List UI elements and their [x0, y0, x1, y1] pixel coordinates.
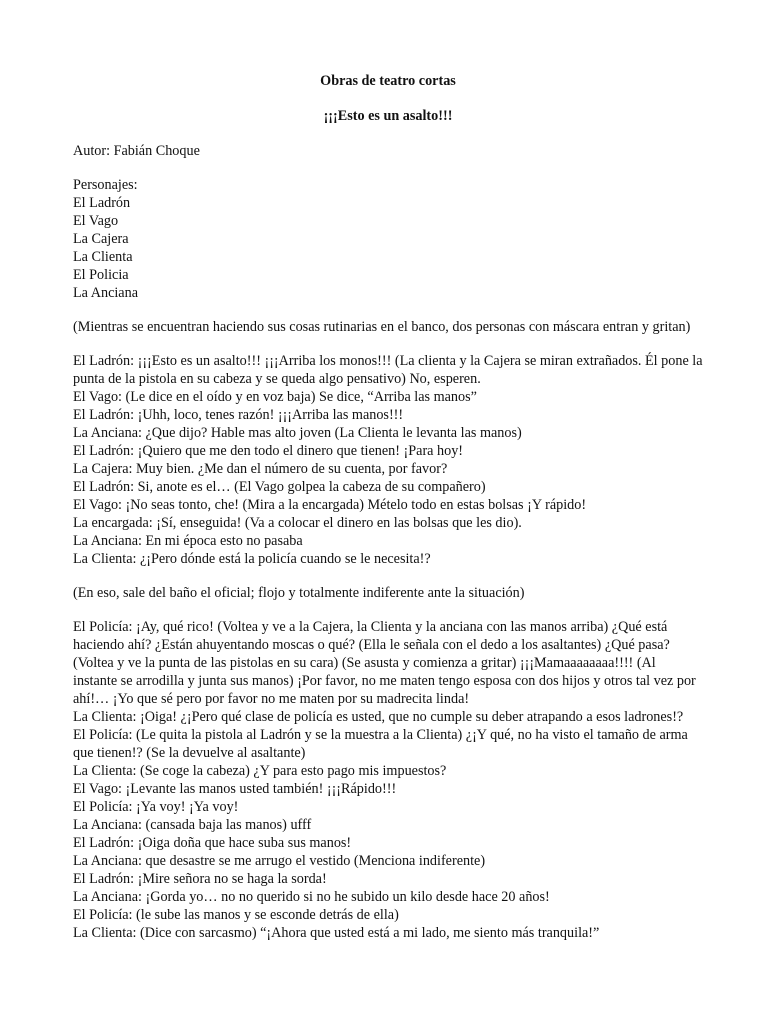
dialogue-line: El Ladrón: ¡Oiga doña que hace suba sus manos!: [73, 835, 352, 851]
dialogue-line: El Ladrón: ¡Uhh, loco, tenes razón! ¡¡¡Arriba las manos!!!: [73, 407, 404, 423]
document-title: Obras de teatro cortas: [320, 73, 456, 89]
stage-direction: (En eso, sale del baño el oficial; flojo y totalmente indiferente ante la situación): [73, 585, 525, 601]
character-item: La Cajera: [73, 231, 129, 247]
dialogue-line: El Policía: (Le quita la pistola al Ladrón y se la muestra a la Clienta) ¿¡Y qué, no ha visto el tamaño de arma que tienen!? (Se la devuelve al asaltante): [73, 727, 688, 761]
dialogue-line: El Vago: ¡Levante las manos usted también! ¡¡¡Rápido!!!: [73, 781, 397, 797]
dialogue-line: La Clienta: ¿¡Pero dónde está la policía cuando se le necesita!?: [73, 551, 431, 567]
character-list: [73, 176, 703, 302]
dialogue-line: El Policía: (le sube las manos y se esconde detrás de ella): [73, 907, 399, 923]
character-list-heading: Personajes:: [73, 177, 138, 193]
intro-stage-direction: (Mientras se encuentran haciendo sus cosas rutinarias en el banco, dos personas con máscara entran y gritan): [73, 319, 691, 335]
author-line: Autor: Fabián Choque: [73, 143, 200, 159]
character-item: La Clienta: [73, 249, 133, 265]
document-body: [73, 72, 703, 942]
character-item: La Anciana: [73, 285, 138, 301]
dialogue-line: La Anciana: ¡Gorda yo… no no querido si no he subido un kilo desde hace 20 años!: [73, 889, 550, 905]
dialogue-block-2: [73, 618, 703, 942]
character-item: El Policia: [73, 267, 129, 283]
dialogue-line: La Anciana: que desastre se me arrugo el vestido (Menciona indiferente): [73, 853, 486, 869]
dialogue-line: La Anciana: (cansada baja las manos) ufff: [73, 817, 312, 833]
character-item: El Vago: [73, 213, 119, 229]
dialogue-line: La encargada: ¡Sí, enseguida! (Va a colocar el dinero en las bolsas que les dio).: [73, 515, 522, 531]
dialogue-block-1: [73, 352, 703, 568]
dialogue-line: El Ladrón: ¡Mire señora no se haga la sorda!: [73, 871, 327, 887]
dialogue-line: El Ladrón: ¡Quiero que me den todo el dinero que tienen! ¡Para hoy!: [73, 443, 464, 459]
dialogue-line: El Ladrón: Si, anote es el… (El Vago golpea la cabeza de su compañero): [73, 479, 486, 495]
dialogue-line: El Vago: ¡No seas tonto, che! (Mira a la encargada) Mételo todo en estas bolsas ¡Y rápido!: [73, 497, 587, 513]
dialogue-line: La Anciana: En mi época esto no pasaba: [73, 533, 303, 549]
dialogue-line: La Anciana: ¿Que dijo? Hable mas alto joven (La Clienta le levanta las manos): [73, 425, 522, 441]
dialogue-line: La Clienta: (Dice con sarcasmo) “¡Ahora que usted está a mi lado, me siento más tranquila!”: [73, 925, 600, 941]
dialogue-line: El Policía: ¡Ya voy! ¡Ya voy!: [73, 799, 239, 815]
dialogue-line: La Clienta: ¡Oiga! ¿¡Pero qué clase de policía es usted, que no cumple su deber atrapando a esos ladrones!?: [73, 709, 684, 725]
dialogue-line: La Clienta: (Se coge la cabeza) ¿Y para esto pago mis impuestos?: [73, 763, 447, 779]
dialogue-line: El Ladrón: ¡¡¡Esto es un asalto!!! ¡¡¡Arriba los monos!!! (La clienta y la Cajera se miran extrañados. Él pone la punta de la pistola en su cabeza y se queda algo pensativo) No, esperen.: [73, 353, 703, 387]
dialogue-line: La Cajera: Muy bien. ¿Me dan el número de su cuenta, por favor?: [73, 461, 448, 477]
character-item: El Ladrón: [73, 195, 131, 211]
dialogue-line: El Vago: (Le dice en el oído y en voz baja) Se dice, “Arriba las manos”: [73, 389, 477, 405]
play-title: ¡¡¡Esto es un asalto!!!: [323, 108, 453, 124]
dialogue-line: El Policía: ¡Ay, qué rico! (Voltea y ve a la Cajera, la Clienta y la anciana con las manos arriba) ¿Qué está haciendo ahí? ¿Están ahuyentando moscas o qué? (Ella le señala con el dedo a los asaltantes) ¿Qué pasa? (Voltea y ve la punta de las pistolas en su cara) (Se asusta y comienza a gritar) ¡¡¡Mamaaaaaaaa!!!! (Al instante se arrodilla y junta sus manos) ¡Por favor, no me maten tengo esposa con dos hijos y otros tal vez por ahí!… ¡Yo que sé pero por favor no me maten por su madrecita linda!: [73, 619, 696, 707]
